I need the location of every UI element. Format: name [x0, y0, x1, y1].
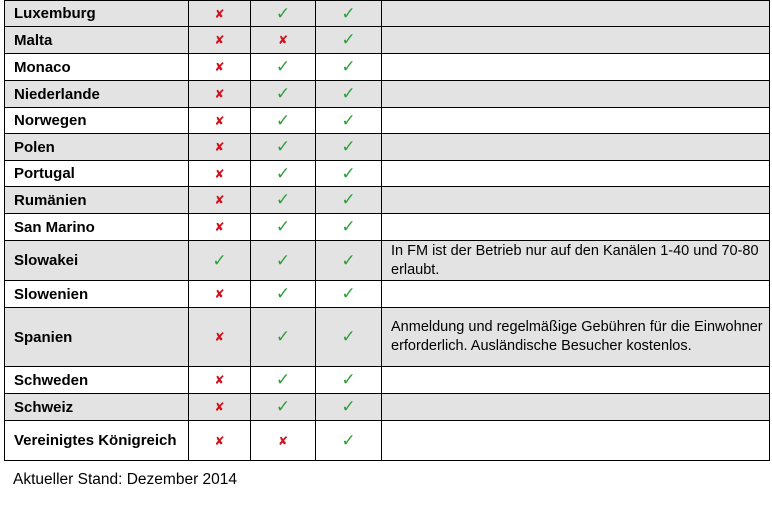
note-cell [382, 367, 770, 394]
cross-icon: ✘ [214, 400, 225, 414]
note-cell [382, 81, 770, 108]
note-cell [382, 108, 770, 134]
cross-icon: ✘ [277, 433, 289, 448]
table-row [5, 1, 770, 27]
check-icon: ✓ [275, 190, 291, 210]
status-cell [251, 54, 316, 81]
status-cell [189, 161, 251, 187]
status-cell [189, 54, 251, 81]
note-cell: In FM ist der Betrieb nur auf den Kanälen 1-40 und 70-80 erlaubt. [382, 241, 770, 281]
check-icon: ✓ [341, 30, 356, 50]
check-icon: ✓ [212, 250, 227, 271]
check-icon: ✓ [341, 397, 356, 417]
status-cell [316, 281, 382, 308]
check-icon: ✓ [341, 430, 356, 451]
table-row [5, 421, 770, 461]
status-cell [251, 81, 316, 108]
country-name: Schweden [5, 367, 189, 394]
status-cell [251, 421, 316, 461]
status-cell [189, 241, 251, 281]
status-cell [251, 187, 316, 214]
country-name: San Marino [5, 214, 189, 241]
status-cell [251, 308, 316, 367]
cross-icon: ✘ [214, 6, 225, 21]
cross-icon: ✘ [277, 33, 289, 47]
table-row [5, 308, 770, 367]
table-row [5, 27, 770, 54]
status-cell [316, 81, 382, 108]
check-icon: ✓ [275, 137, 291, 157]
status-cell [189, 214, 251, 241]
table-row [5, 54, 770, 81]
check-icon: ✓ [275, 3, 291, 24]
status-cell [251, 1, 316, 27]
status-cell [189, 108, 251, 134]
status-cell [189, 134, 251, 161]
table-body [5, 1, 770, 461]
country-regulation-table [4, 0, 770, 461]
country-name: Luxemburg [5, 1, 189, 27]
status-cell [316, 367, 382, 394]
cross-icon: ✘ [214, 33, 225, 47]
note-cell [382, 161, 770, 187]
status-cell [251, 134, 316, 161]
status-cell [316, 27, 382, 54]
check-icon: ✓ [341, 327, 356, 347]
check-icon: ✓ [341, 110, 356, 131]
check-icon: ✓ [341, 84, 356, 104]
cross-icon: ✘ [214, 193, 225, 207]
note-cell [382, 134, 770, 161]
cross-icon: ✘ [214, 433, 225, 448]
table-row [5, 108, 770, 134]
note-cell [382, 187, 770, 214]
check-icon: ✓ [275, 84, 291, 104]
status-cell [316, 1, 382, 27]
country-name: Norwegen [5, 108, 189, 134]
table-row [5, 214, 770, 241]
status-cell [251, 161, 316, 187]
country-name: Rumänien [5, 187, 189, 214]
country-name: Slowakei [5, 241, 189, 281]
check-icon: ✓ [341, 284, 356, 304]
cross-icon: ✘ [214, 140, 225, 154]
status-cell [251, 214, 316, 241]
note-cell [382, 54, 770, 81]
table-row [5, 394, 770, 421]
note-cell [382, 1, 770, 27]
note-cell [382, 27, 770, 54]
status-cell [251, 241, 316, 281]
cross-icon: ✘ [214, 373, 225, 387]
country-name: Schweiz [5, 394, 189, 421]
check-icon: ✓ [275, 250, 291, 271]
table-row [5, 187, 770, 214]
country-name: Niederlande [5, 81, 189, 108]
status-cell [316, 108, 382, 134]
check-icon: ✓ [275, 327, 291, 347]
status-cell [189, 27, 251, 54]
status-cell [251, 394, 316, 421]
status-cell [316, 308, 382, 367]
status-cell [316, 241, 382, 281]
cross-icon: ✘ [214, 287, 225, 301]
note-cell: Anmeldung und regelmäßige Gebühren für die Einwohner erforderlich. Ausländische Besucher kostenlos. [382, 308, 770, 367]
check-icon: ✓ [341, 163, 356, 184]
last-updated-note: Aktueller Stand: Dezember 2014 [13, 471, 238, 488]
check-icon: ✓ [341, 3, 356, 24]
cross-icon: ✘ [214, 113, 225, 128]
table-row [5, 161, 770, 187]
cross-icon: ✘ [214, 60, 225, 74]
check-icon: ✓ [275, 163, 291, 184]
status-cell [189, 281, 251, 308]
status-cell [189, 81, 251, 108]
check-icon: ✓ [275, 370, 291, 390]
status-cell [316, 161, 382, 187]
check-icon: ✓ [341, 190, 356, 210]
status-cell [251, 108, 316, 134]
status-cell [316, 214, 382, 241]
country-name: Spanien [5, 308, 189, 367]
table-row [5, 367, 770, 394]
status-cell [189, 1, 251, 27]
status-cell [189, 367, 251, 394]
table-row [5, 81, 770, 108]
check-icon: ✓ [341, 137, 356, 157]
note-cell [382, 214, 770, 241]
status-cell [251, 27, 316, 54]
check-icon: ✓ [275, 57, 291, 77]
status-cell [251, 367, 316, 394]
cross-icon: ✘ [214, 330, 225, 344]
status-cell [316, 134, 382, 161]
table-row [5, 134, 770, 161]
cross-icon: ✘ [214, 87, 225, 101]
status-cell [189, 421, 251, 461]
country-name: Malta [5, 27, 189, 54]
table-row [5, 241, 770, 281]
note-cell [382, 281, 770, 308]
status-cell [189, 394, 251, 421]
table-row [5, 281, 770, 308]
note-cell [382, 421, 770, 461]
check-icon: ✓ [341, 370, 356, 390]
check-icon: ✓ [275, 110, 291, 131]
cross-icon: ✘ [214, 166, 225, 181]
status-cell [316, 187, 382, 214]
status-cell [316, 394, 382, 421]
country-name: Polen [5, 134, 189, 161]
status-cell [316, 421, 382, 461]
country-name: Monaco [5, 54, 189, 81]
status-cell [251, 281, 316, 308]
check-icon: ✓ [275, 284, 291, 304]
status-cell [189, 187, 251, 214]
country-name: Slowenien [5, 281, 189, 308]
check-icon: ✓ [341, 57, 356, 77]
country-name: Vereinigtes Königreich [5, 421, 189, 461]
check-icon: ✓ [341, 217, 356, 237]
check-icon: ✓ [275, 397, 291, 417]
status-cell [189, 308, 251, 367]
cross-icon: ✘ [214, 220, 225, 234]
country-name: Portugal [5, 161, 189, 187]
status-cell [316, 54, 382, 81]
check-icon: ✓ [341, 250, 356, 271]
check-icon: ✓ [275, 217, 291, 237]
note-cell [382, 394, 770, 421]
